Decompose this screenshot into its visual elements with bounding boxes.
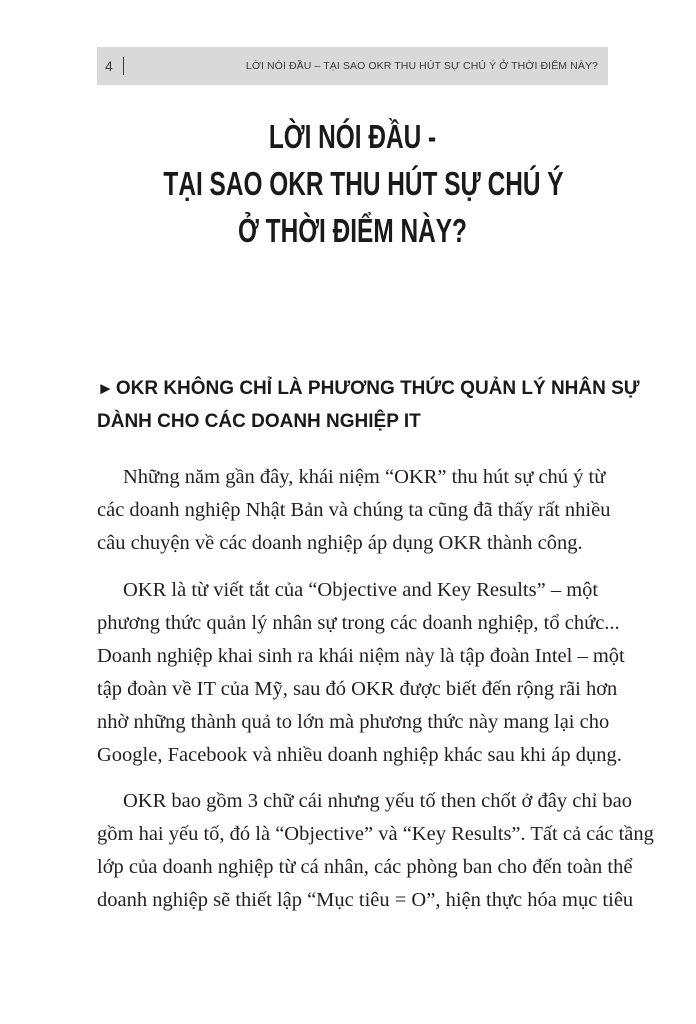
chapter-title-line: Ở THỜI ĐIỂM NÀY? xyxy=(238,212,467,249)
paragraph-line: Google, Facebook và nhiều doanh nghiệp khác sau khi áp dụng. xyxy=(97,744,622,766)
paragraph-line: phương thức quản lý nhân sự trong các doanh nghiệp, tổ chức... xyxy=(97,612,620,634)
paragraph xyxy=(97,574,625,772)
paragraph xyxy=(97,785,654,917)
paragraph-line: lớp của doanh nghiệp từ cá nhân, các phòng ban cho đến toàn thể xyxy=(97,856,633,878)
header-divider xyxy=(123,57,124,75)
running-title: LỜI NÓI ĐẦU – TẠI SAO OKR THU HÚT SỰ CHÚ Ý Ở THỜI ĐIỂM NÀY? xyxy=(245,60,598,72)
paragraph-line: tập đoàn về IT của Mỹ, sau đó OKR được biết đến rộng rãi hơn xyxy=(97,678,618,700)
paragraph-line: gồm hai yếu tố, đó là “Objective” và “Key Results”. Tất cả các tầng xyxy=(97,823,654,845)
section-heading-text: OKR KHÔNG CHỈ LÀ PHƯƠNG THỨC QUẢN LÝ NHÂN SỰ xyxy=(115,378,640,399)
paragraph-line: các doanh nghiệp Nhật Bản và chúng ta cũng đã thấy rất nhiều xyxy=(97,499,611,521)
running-header xyxy=(97,47,608,85)
section-heading xyxy=(97,372,640,438)
paragraph xyxy=(97,461,609,560)
chapter-title-line: TẠI SAO OKR THU HÚT SỰ CHÚ Ý xyxy=(163,165,564,202)
section-heading-line xyxy=(97,372,640,405)
paragraph-line: Những năm gần đây, khái niệm “OKR” thu hút sự chú ý từ xyxy=(123,466,606,488)
paragraph-line: nhờ những thành quả to lớn mà phương thức này mang lại cho xyxy=(97,711,610,733)
paragraph-line: câu chuyện về các doanh nghiệp áp dụng OKR thành công. xyxy=(97,532,583,554)
chapter-title xyxy=(163,113,564,254)
section-heading-line: DÀNH CHO CÁC DOANH NGHIỆP IT xyxy=(97,411,421,432)
paragraph-line: Doanh nghiệp khai sinh ra khái niệm này là tập đoàn Intel – một xyxy=(97,645,625,667)
paragraph-line: OKR bao gồm 3 chữ cái nhưng yếu tố then chốt ở đây chỉ bao xyxy=(123,790,633,812)
page-number: 4 xyxy=(105,58,113,74)
triangle-bullet-icon: ► xyxy=(97,379,114,398)
paragraph-line: OKR là từ viết tắt của “Objective and Key Results” – một xyxy=(123,579,599,601)
chapter-title-line: LỜI NÓI ĐẦU - xyxy=(268,118,437,155)
paragraph-line: doanh nghiệp sẽ thiết lập “Mục tiêu = O”, hiện thực hóa mục tiêu xyxy=(97,889,634,911)
